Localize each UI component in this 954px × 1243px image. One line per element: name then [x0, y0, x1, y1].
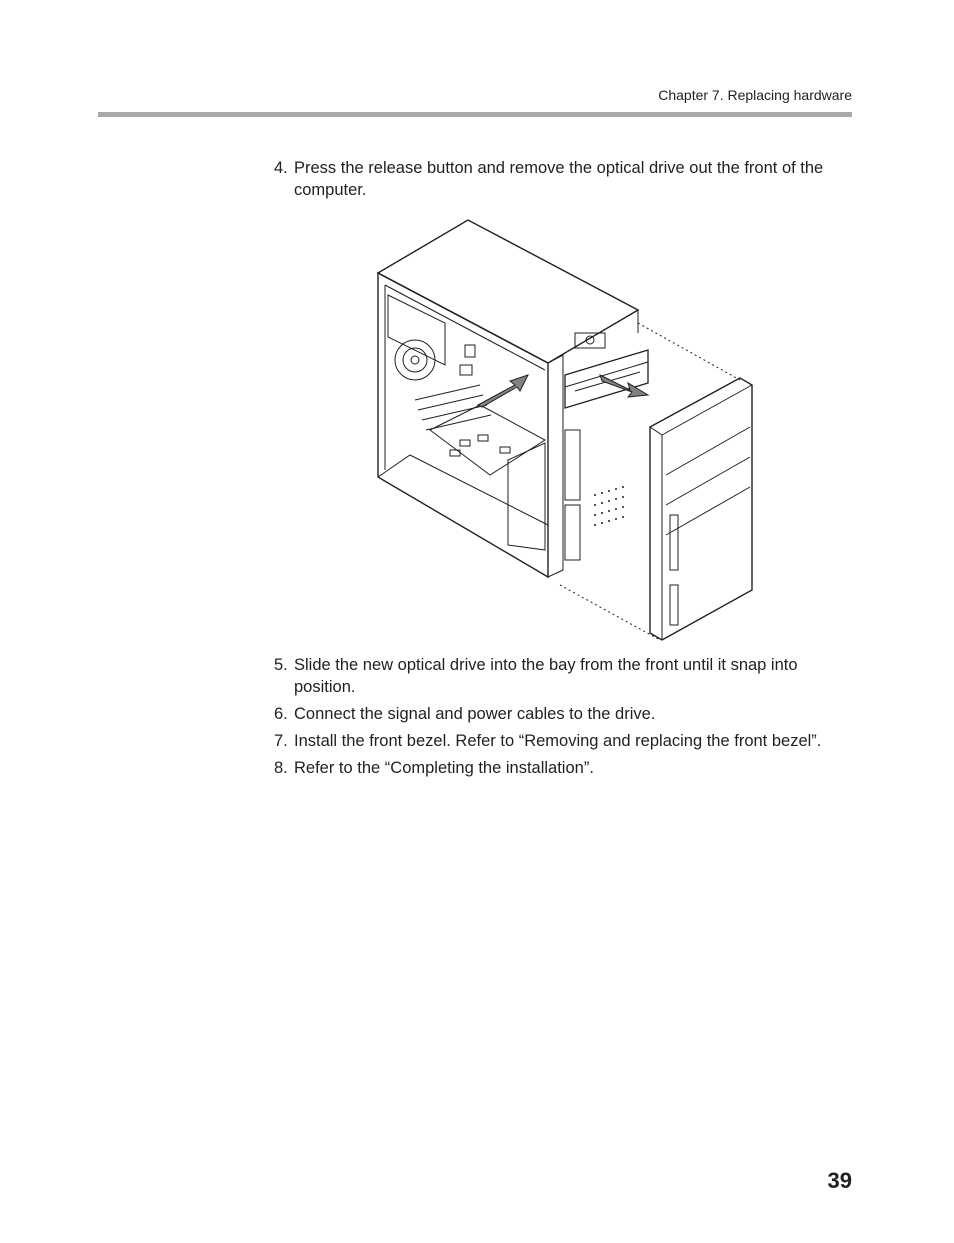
step-item-6 [274, 703, 859, 725]
step-number: 4. [274, 159, 288, 177]
insert-direction-arrow [478, 375, 528, 407]
chassis-front-frame [548, 355, 563, 577]
chassis-top-panel [378, 220, 638, 363]
step-number: 8. [274, 759, 288, 777]
step-text: Slide the new optical drive into the bay from the front until it snap into position. [294, 656, 798, 696]
step-text: Refer to the “Completing the installation”. [294, 759, 594, 777]
step-text: Connect the signal and power cables to the drive. [294, 705, 656, 723]
fan-icon [395, 340, 435, 380]
step-item-5 [274, 654, 859, 698]
step-number: 6. [274, 705, 288, 723]
step-text: Press the release button and remove the optical drive out the front of the computer. [294, 159, 824, 199]
step-text: Install the front bezel. Refer to “Removing and replacing the front bezel”. [294, 732, 822, 750]
header-rule [98, 112, 852, 117]
power-supply [388, 295, 445, 365]
step-item-8 [274, 757, 859, 779]
page-number: 39 [827, 1168, 852, 1193]
vent-grille [594, 486, 624, 526]
drive-cage [508, 443, 545, 550]
step-item-7 [274, 730, 859, 752]
page-header-title: Chapter 7. Replacing hardware [658, 87, 852, 103]
step-number: 7. [274, 732, 288, 750]
step-number: 5. [274, 656, 288, 674]
step-item-4 [274, 157, 859, 201]
drive-removal-arrow [600, 375, 648, 397]
optical-drive-removal-illustration [370, 215, 765, 645]
front-bezel [650, 378, 752, 640]
